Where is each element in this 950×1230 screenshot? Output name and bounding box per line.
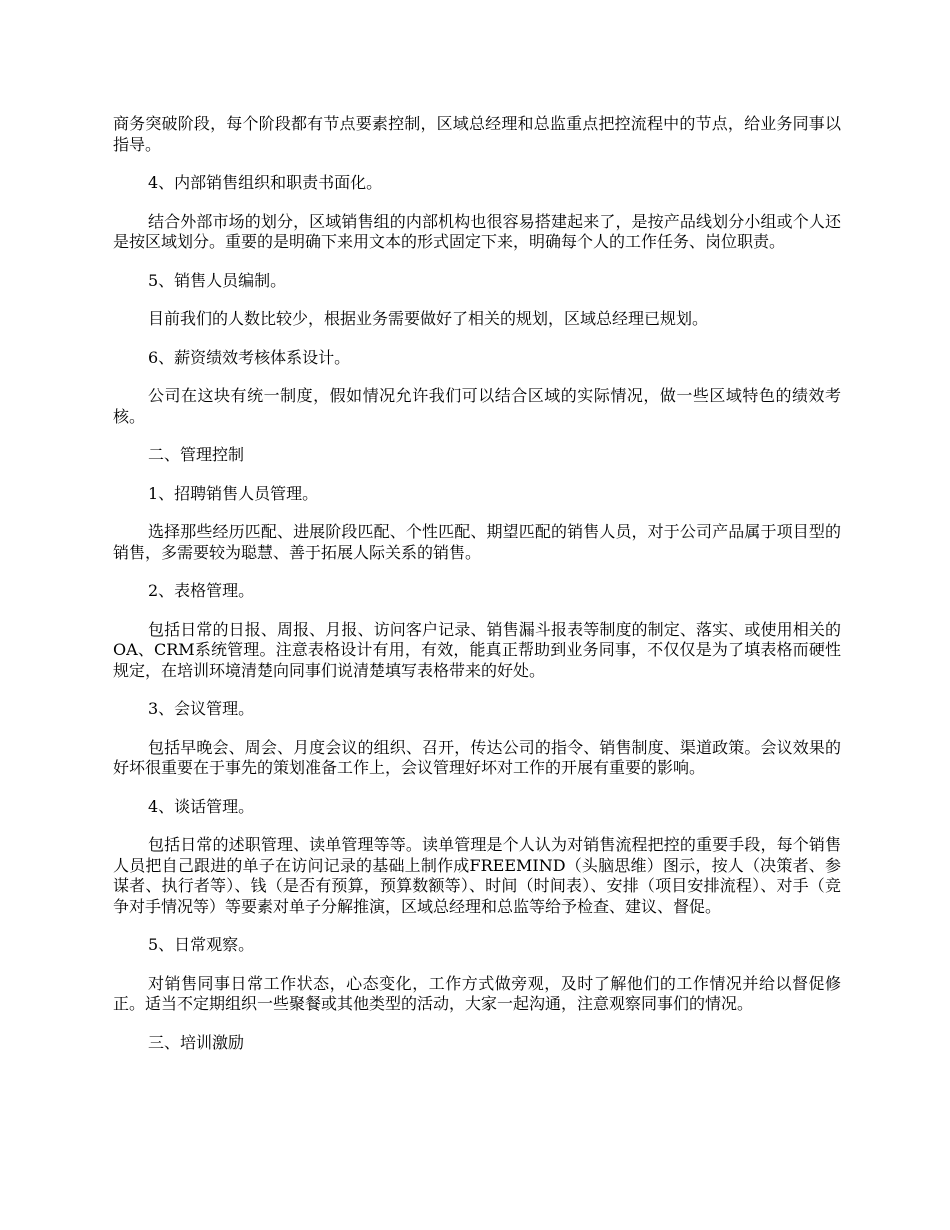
paragraph-continued: 商务突破阶段，每个阶段都有节点要素控制，区域总经理和总监重点把控流程中的节点，给业务同事以指导。 [113,114,841,154]
chapter-heading-management: 二、管理控制 [148,445,245,464]
section-heading-6: 6、薪资绩效考核体系设计。 [148,347,351,367]
paragraph-meetings: 包括早晚会、周会、月度会议的组织、召开，传达公司的指令、销售制度、渠道政策。会议效果的好坏很重要在于事先的策划准备工作上，会议管理好坏对工作的开展有重要的影响。 [113,737,841,777]
section-heading-meetings: 3、会议管理。 [148,699,255,718]
document-body [113,114,841,1071]
section-heading-talks: 4、谈话管理。 [148,796,255,816]
section-heading-recruit: 1、招聘销售人员管理。 [148,483,319,503]
section-heading-4: 4、内部销售组织和职责书面化。 [148,173,383,192]
section-heading-observation: 5、日常观察。 [148,935,255,954]
paragraph-org-structure: 结合外部市场的划分，区域销售组的内部机构也很容易搭建起来了，是按产品线划分小组或个人还是按区域划分。重要的是明确下来用文本的形式固定下来，明确每个人的工作任务、岗位职责。 [113,211,841,251]
paragraph-salary: 公司在这块有统一制度，假如情况允许我们可以结合区域的实际情况，做一些区域特色的绩效考核。 [113,386,841,426]
section-heading-5: 5、销售人员编制。 [148,270,287,290]
paragraph-recruit: 选择那些经历匹配、进展阶段匹配、个性匹配、期望匹配的销售人员，对于公司产品属于项目型的销售，多需要较为聪慧、善于拓展人际关系的销售。 [113,522,841,562]
paragraph-talks: 包括日常的述职管理、读单管理等等。读单管理是个人认为对销售流程把控的重要手段，每个销售人员把自己跟进的单子在访问记录的基础上制作成FREEMIND（头脑思维）图示，按人（决策者、参谋者、执行者等）、钱（是否有预算，预算数额等）、时间（时间表）、安排（项目安排流程）、对手（竞争对手情况等）等要素对单子分解推演，区域总经理和总监等给予检查、建议、督促。 [113,835,841,916]
paragraph-observation: 对销售同事日常工作状态，心态变化，工作方式做旁观，及时了解他们的工作情况并给以督促修正。适当不定期组织一些聚餐或其他类型的活动，大家一起沟通，注意观察同事们的情况。 [113,973,841,1013]
chapter-heading-training: 三、培训激励 [148,1032,245,1052]
paragraph-staffing: 目前我们的人数比较少，根据业务需要做好了相关的规划，区域总经理已规划。 [148,309,709,328]
section-heading-forms: 2、表格管理。 [148,581,255,600]
paragraph-forms: 包括日常的日报、周报、月报、访问客户记录、销售漏斗报表等制度的制定、落实、或使用相关的OA、CRM系统管理。注意表格设计有用，有效，能真正帮助到业务同事，不仅仅是为了填表格而硬性规定，在培训环境清楚向同事们说清楚填写表格带来的好处。 [113,619,841,680]
